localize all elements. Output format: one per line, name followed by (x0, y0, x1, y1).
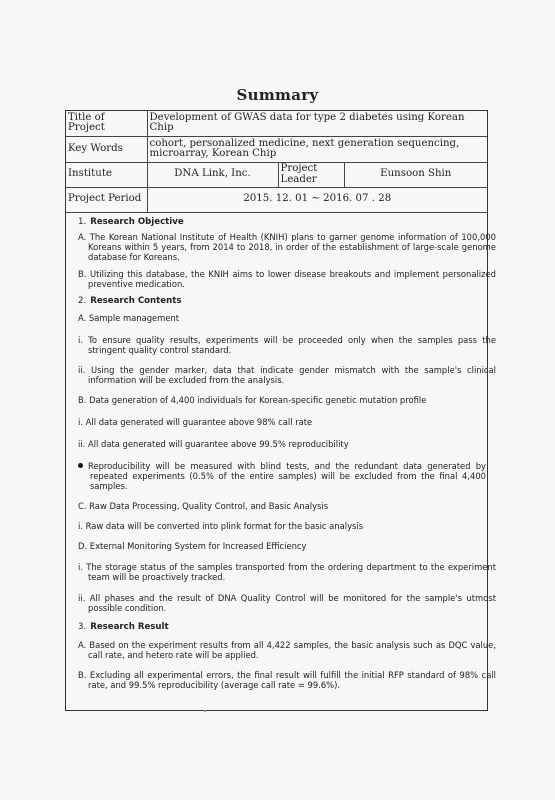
section-research-contents (78, 296, 486, 306)
title-value: Development of GWAS data for type 2 diabetes using Korean Chip (147, 111, 487, 136)
contents-item-b-ii: ii. All data generated will guarantee above 99.5% reproducibility (78, 439, 349, 449)
keywords-value: cohort, personalized medicine, next generation sequencing, microarray, Korean Chip (147, 136, 487, 162)
section-title: Research Result (90, 622, 169, 632)
contents-item-c-i: i. Raw data will be converted into plink format for the basic analysis (78, 521, 364, 531)
project-info-table (66, 111, 487, 213)
section-number: 2. (78, 296, 87, 306)
institute-label: Institute (66, 162, 147, 187)
summary-frame (65, 110, 496, 711)
page-title: Summary (236, 86, 319, 104)
period-row (66, 187, 487, 212)
objective-item-a: A. The Korean National Institute of Health (KNIH) plans to garner genome information of 100,000 Koreans within 5 years, from 2014 to 2018, in order of the establishment of large-scale genome database for Koreans. (78, 232, 496, 262)
section-research-result (78, 622, 486, 632)
contents-item-d-i: i. The storage status of the samples transported from the ordering department to the experiment team will be proactively tracked. (78, 562, 496, 582)
leader-value: Eunsoon Shin (344, 162, 487, 187)
section-research-objective (78, 217, 486, 227)
contents-item-b-i: i. All data generated will guarantee above 98% call rate (78, 417, 313, 427)
keywords-row (66, 136, 487, 162)
title-label: Title of Project (66, 111, 147, 136)
section-number: 3. (78, 622, 87, 632)
section-title: Research Contents (90, 296, 182, 306)
period-value: 2015. 12. 01 ~ 2016. 07 . 28 (147, 187, 487, 212)
contents-item-d-ii: ii. All phases and the result of DNA Quality Control will be monitored for the sample's utmost possible condition. (78, 593, 496, 613)
contents-item-d: D. External Monitoring System for Increased Efficiency (78, 541, 307, 551)
institute-row (66, 162, 487, 187)
contents-item-c: C. Raw Data Processing, Quality Control, and Basic Analysis (78, 501, 329, 511)
objective-item-b: B. Utilizing this database, the KNIH aims to lower disease breakouts and implement personalized preventive medication. (78, 269, 496, 289)
institute-value: DNA Link, Inc. (147, 162, 278, 187)
contents-item-a-i: i. To ensure quality results, experiments will be proceeded only when the samples pass the stringent quality control standard. (78, 335, 496, 355)
contents-item-a-ii: ii. Using the gender marker, data that indicate gender mismatch with the sample's clinical information will be excluded from the analysis. (78, 365, 496, 385)
contents-item-a: A. Sample management (78, 313, 180, 323)
leader-label: Project Leader (278, 162, 344, 187)
keywords-label: Key Words (66, 136, 147, 162)
contents-item-b: B. Data generation of 4,400 individuals for Korean-specific genetic mutation profile (78, 395, 427, 405)
result-item-a: A. Based on the experiment results from all 4,422 samples, the basic analysis such as DQC value, call rate, and hetero rate will be applied. (78, 640, 496, 660)
result-item-b: B. Excluding all experimental errors, the final result will fulfill the initial RFP standard of 98% call rate, and 99.5% reproducibility (average call rate = 99.6%). (78, 670, 496, 690)
section-number: 1. (78, 217, 87, 227)
period-label: Project Period (66, 187, 147, 212)
stray-mark (204, 710, 206, 712)
bullet-text: Reproducibility will be measured with blind tests, and the redundant data generated by repeated experiments (0.5% of the entire samples) will be excluded from the final 4,400 samples. (88, 461, 486, 491)
bullet-icon (78, 463, 83, 468)
contents-item-b-bullet (78, 461, 486, 491)
title-row (66, 111, 487, 136)
section-title: Research Objective (90, 217, 184, 227)
